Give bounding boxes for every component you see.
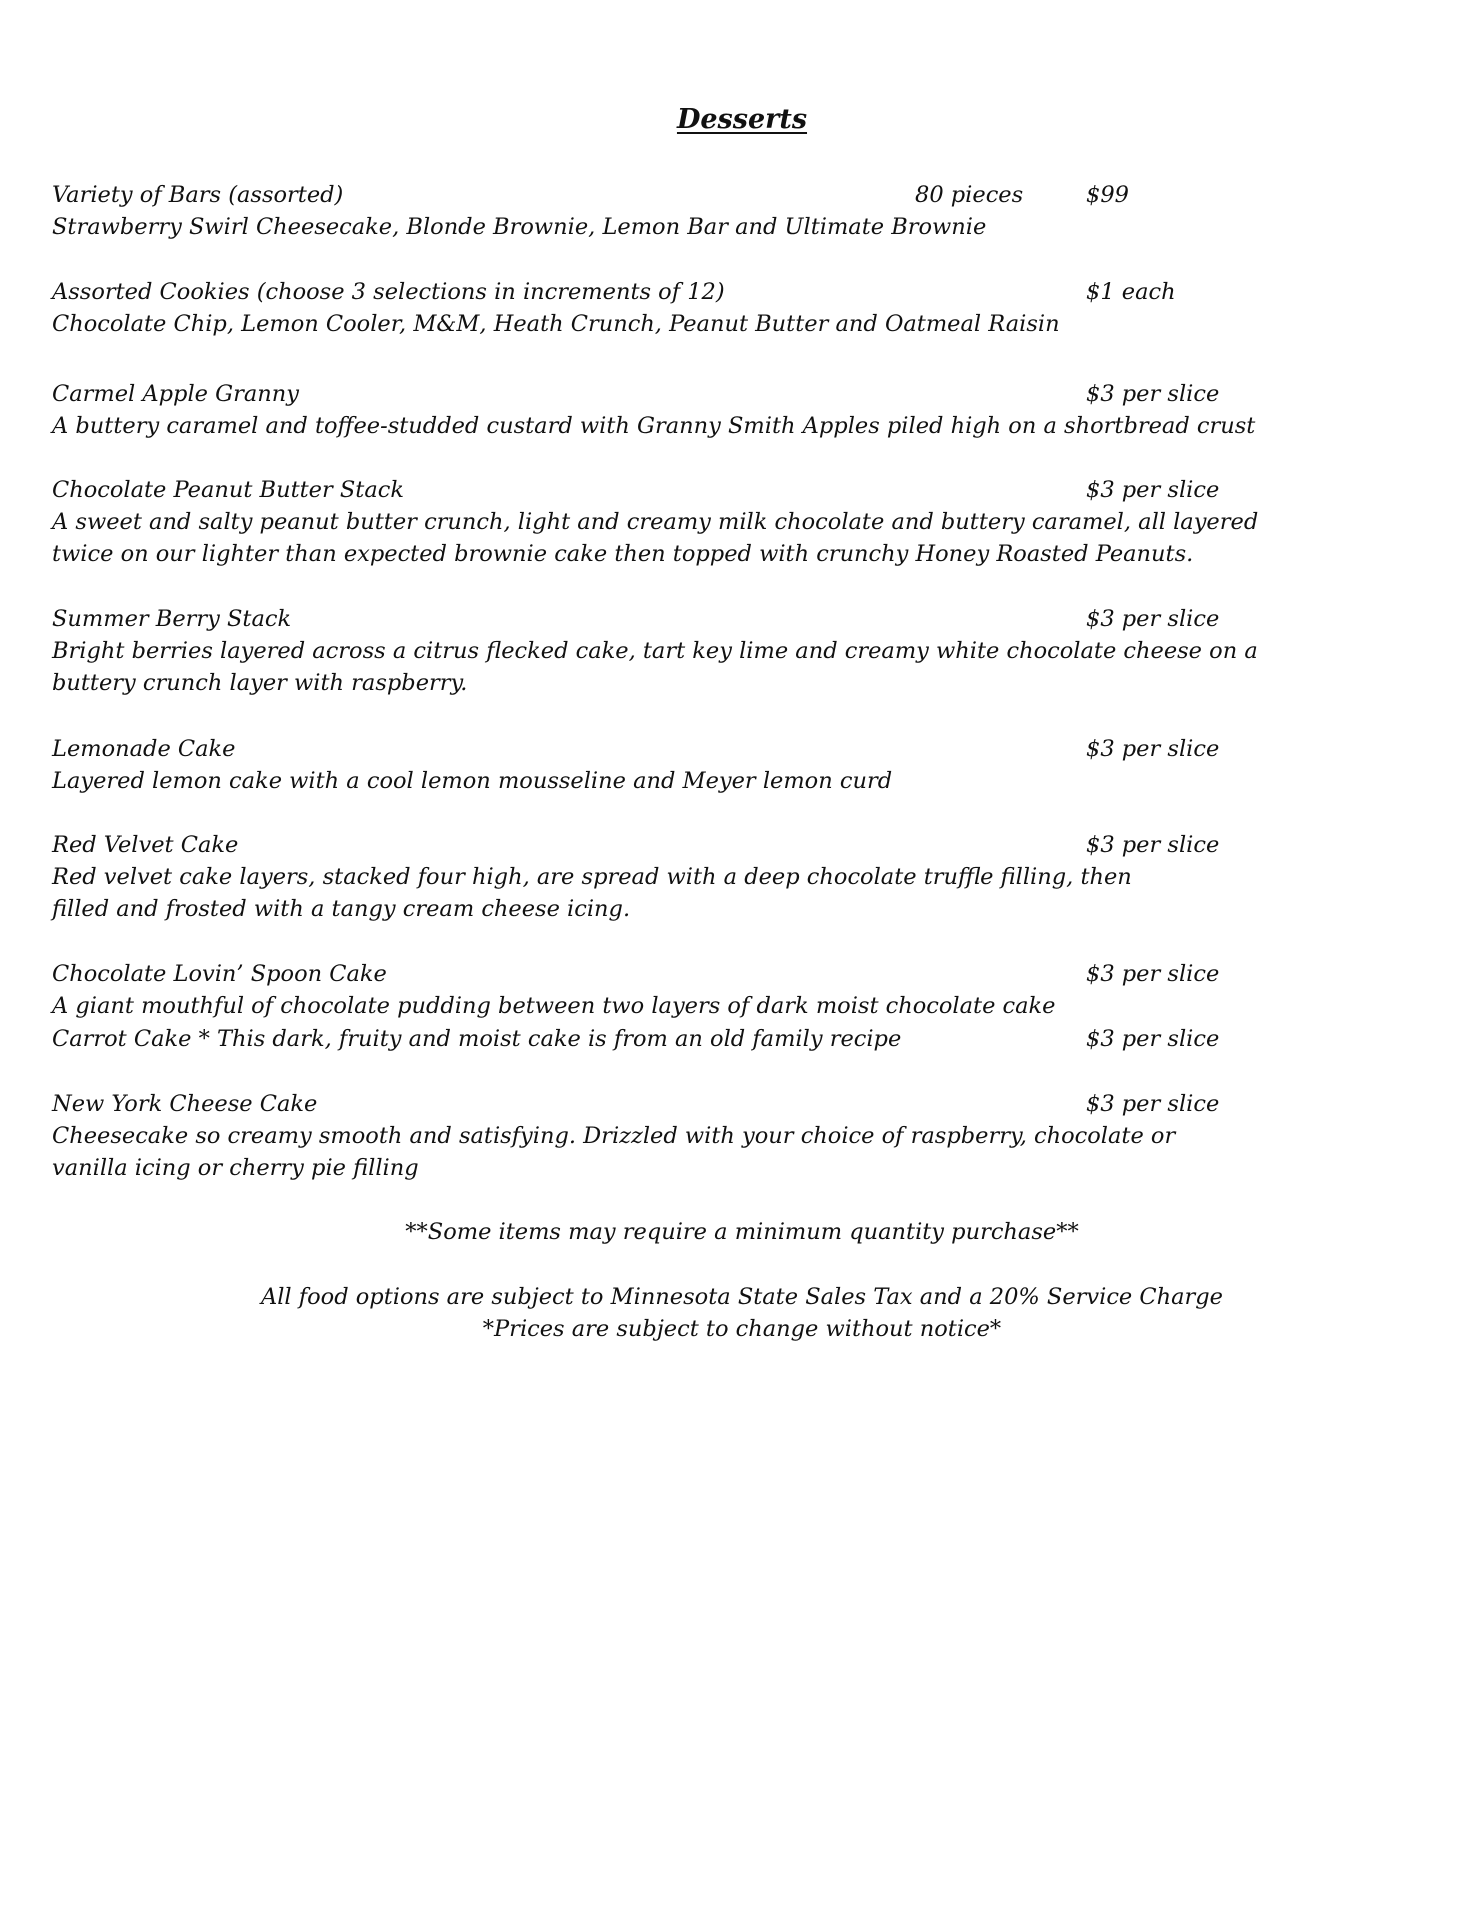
- item-price: $3 per slice: [1086, 736, 1220, 762]
- item-name: Assorted Cookies (choose 3 selections in increments of 12): [52, 279, 725, 305]
- item-description-line-2: filled and frosted with a tangy cream cheese icing.: [52, 896, 631, 922]
- item-price: $3 per slice: [1086, 477, 1220, 503]
- price-change-note: *Prices are subject to change without notice*: [482, 1316, 1002, 1342]
- item-name: Carrot Cake * This dark, fruity and moist cake is from an old family recipe: [52, 1026, 902, 1052]
- item-description: Chocolate Chip, Lemon Cooler, M&M, Heath Crunch, Peanut Butter and Oatmeal Raisin: [52, 311, 1060, 337]
- item-name: Summer Berry Stack: [52, 606, 292, 632]
- item-price: $3 per slice: [1086, 1091, 1220, 1117]
- item-description: A sweet and salty peanut butter crunch, light and creamy milk chocolate and buttery caramel, all layered: [52, 509, 1259, 535]
- sales-tax-note: All food options are subject to Minnesota State Sales Tax and a 20% Service Charge: [260, 1284, 1223, 1310]
- minimum-quantity-note: **Some items may require a minimum quantity purchase**: [405, 1219, 1079, 1245]
- item-description: Layered lemon cake with a cool lemon mousseline and Meyer lemon curd: [52, 768, 893, 794]
- item-name: Lemonade Cake: [52, 736, 236, 762]
- item-price: $1 each: [1086, 279, 1176, 305]
- page-title: Desserts: [676, 104, 808, 135]
- item-name: Red Velvet Cake: [52, 832, 239, 858]
- item-name: Variety of Bars (assorted): [52, 182, 344, 208]
- item-description: Red velvet cake layers, stacked four high, are spread with a deep chocolate truffle filling, then: [52, 864, 1132, 890]
- item-description-line-2: twice on our lighter than expected brownie cake then topped with crunchy Honey Roasted Peanuts.: [52, 541, 1194, 567]
- item-name: Chocolate Lovin’ Spoon Cake: [52, 961, 387, 987]
- item-price: $99: [1086, 182, 1129, 208]
- item-name: Carmel Apple Granny: [52, 381, 299, 407]
- item-description: Cheesecake so creamy smooth and satisfying. Drizzled with your choice of raspberry, chocolate or: [52, 1123, 1176, 1149]
- item-description-line-2: buttery crunch layer with raspberry.: [52, 670, 468, 696]
- item-quantity: 80 pieces: [915, 182, 1024, 208]
- item-price: $3 per slice: [1086, 381, 1220, 407]
- item-description: Strawberry Swirl Cheesecake, Blonde Brownie, Lemon Bar and Ultimate Brownie: [52, 214, 987, 240]
- item-description-line-2: vanilla icing or cherry pie filling: [52, 1155, 419, 1181]
- item-description: A buttery caramel and toffee-studded custard with Granny Smith Apples piled high on a shortbread crust: [52, 413, 1256, 439]
- item-description: Bright berries layered across a citrus flecked cake, tart key lime and creamy white chocolate cheese on a: [52, 638, 1258, 664]
- item-price: $3 per slice: [1086, 832, 1220, 858]
- item-name: New York Cheese Cake: [52, 1091, 318, 1117]
- item-price: $3 per slice: [1086, 961, 1220, 987]
- item-name: Chocolate Peanut Butter Stack: [52, 477, 404, 503]
- item-description: A giant mouthful of chocolate pudding between two layers of dark moist chocolate cake: [52, 993, 1056, 1019]
- item-price: $3 per slice: [1086, 1026, 1220, 1052]
- item-price: $3 per slice: [1086, 606, 1220, 632]
